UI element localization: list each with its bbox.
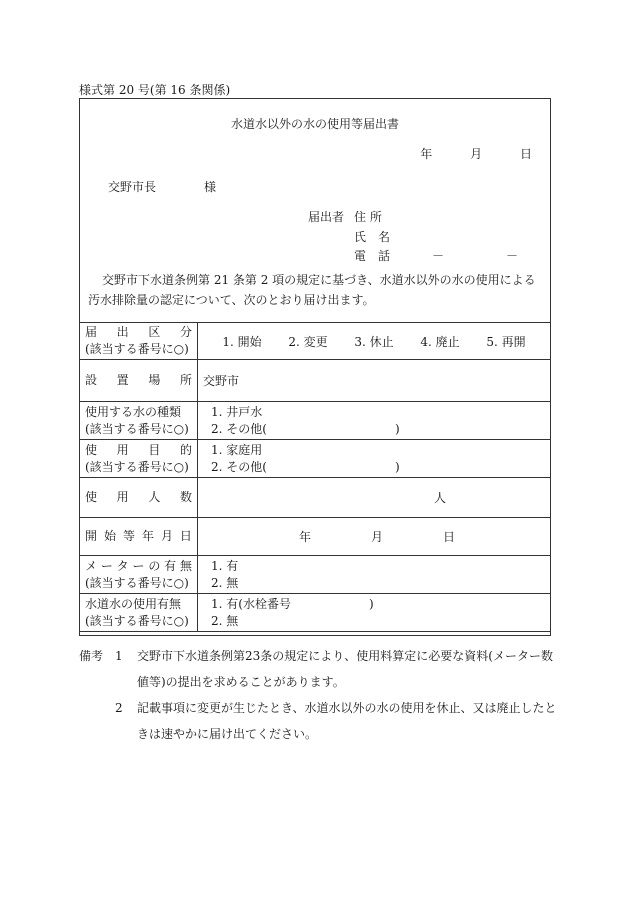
addressee: [108, 178, 216, 195]
note-item: [79, 643, 557, 695]
tap-water-label: 水道水の使用有無 (該当する番号に○): [80, 594, 198, 632]
purpose-label: 使 用 目 的 (該当する番号に○): [80, 440, 198, 478]
meter-option-yes[interactable]: 1. 有: [211, 558, 239, 573]
option-start[interactable]: 1. 開始: [222, 334, 262, 349]
label-sub: (該当する番号に○): [85, 342, 189, 356]
table-row: [80, 323, 551, 360]
form-frame: [79, 98, 551, 636]
applicant-block: [308, 208, 518, 267]
note-number: 2: [115, 701, 123, 715]
start-date-label: 開 始 等 年 月 日: [80, 518, 198, 556]
table-row: [80, 478, 551, 518]
note-text: 記載事項に変更が生じたとき、水道水以外の水の使用を休止、又は廃止したときは速やかに届け出てください。: [137, 701, 557, 741]
category-label: [80, 323, 198, 360]
category-options: [198, 323, 551, 360]
phone-separator: －: [432, 249, 445, 263]
option-resume[interactable]: 5. 再開: [486, 334, 526, 349]
water-type-label: 使用する水の種類 (該当する番号に○): [80, 402, 198, 440]
date-month: 月: [470, 147, 483, 161]
note-number: 1: [115, 649, 123, 663]
option-change[interactable]: 2. 変更: [288, 334, 328, 349]
table-row: [80, 518, 551, 556]
tap-water-option-yes[interactable]: 1. 有(水栓番号 ): [211, 596, 374, 611]
form-title: 水道水以外の水の使用等届出書: [230, 117, 399, 131]
addressee-name: 交野市長: [108, 180, 157, 194]
notes: [79, 643, 557, 747]
users-unit: 人: [433, 491, 446, 505]
users-label: 使 用 人 数: [80, 478, 198, 518]
water-type-option-well[interactable]: 1. 井戸水: [211, 404, 263, 419]
table-row: [80, 594, 551, 632]
note-item: [79, 695, 557, 747]
date-year: 年: [420, 147, 433, 161]
start-date-field[interactable]: 年 月 日: [198, 518, 551, 556]
meter-options: [198, 556, 551, 594]
table-row: [80, 556, 551, 594]
meter-label: メ ー タ ー の 有 無 (該当する番号に○): [80, 556, 198, 594]
applicant-label: 届出者: [308, 210, 345, 224]
phone-separator: －: [506, 249, 519, 263]
water-type-options: [198, 402, 551, 440]
notes-head: 備考: [79, 649, 104, 663]
date-day: 日: [519, 147, 532, 161]
table-row: [80, 402, 551, 440]
purpose-options: [198, 440, 551, 478]
note-text: 交野市下水道条例第23条の規定により、使用料算定に必要な資料(メーター数値等)の提出を求めることがあります。: [137, 649, 553, 689]
tap-water-option-no[interactable]: 2. 無: [211, 613, 239, 628]
table-row: [80, 440, 551, 478]
phone-label: 電話: [354, 249, 403, 263]
intro-text: 交野市下水道条例第 21 条第 2 項の規定に基づき、水道水以外の水の使用による汚水排除量の認定について、次のとおり届け出ます。: [88, 273, 536, 307]
table-row: [80, 360, 551, 402]
water-type-option-other[interactable]: 2. その他( ): [211, 421, 400, 436]
submission-date: [386, 145, 532, 162]
location-label: 設 置 場 所: [80, 360, 198, 402]
addressee-honorific: 様: [204, 180, 217, 194]
name-label: 氏名: [354, 229, 403, 244]
address-label: 住 所: [354, 210, 382, 224]
form-number: 様式第 20 号(第 16 条関係): [79, 83, 231, 97]
option-suspend[interactable]: 3. 休止: [354, 334, 394, 349]
location-field[interactable]: 交野市: [198, 360, 551, 402]
option-abolish[interactable]: 4. 廃止: [420, 334, 460, 349]
purpose-option-other[interactable]: 2. その他( ): [211, 459, 400, 474]
form-table: [79, 322, 551, 632]
meter-option-no[interactable]: 2. 無: [211, 575, 239, 590]
label-spread: 届 出 区 分: [85, 325, 192, 339]
purpose-option-household[interactable]: 1. 家庭用: [211, 442, 263, 457]
users-field[interactable]: [198, 478, 551, 518]
tap-water-options: [198, 594, 551, 632]
